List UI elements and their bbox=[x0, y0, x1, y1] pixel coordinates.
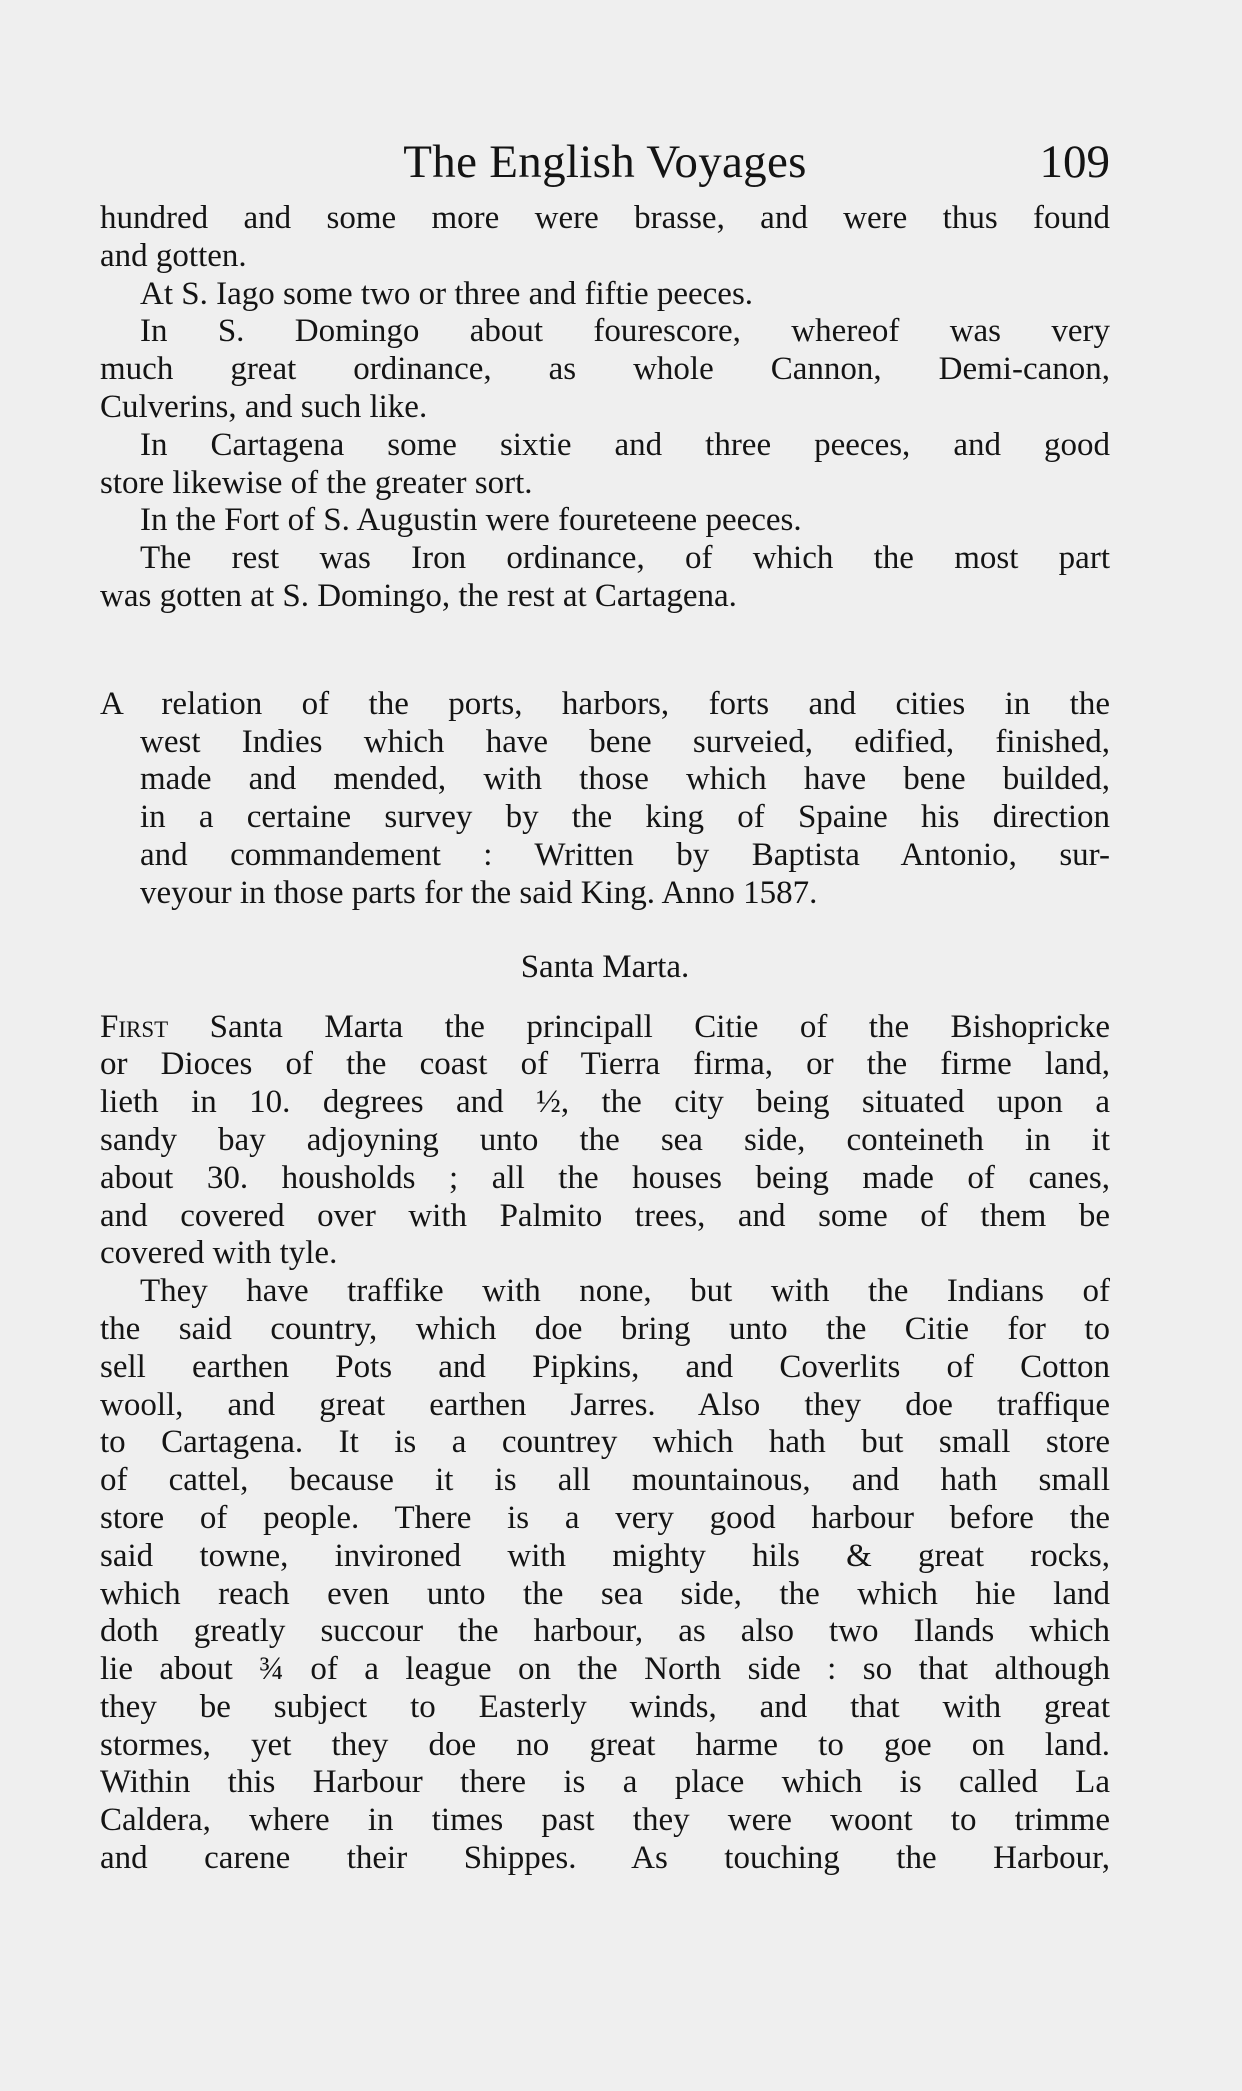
paragraph-santa-marta-intro bbox=[100, 1009, 1110, 1274]
text-line: store of people. There is a very good harbour before the bbox=[100, 1499, 1110, 1536]
text-line: In the Fort of S. Augustin were foureteene peeces. bbox=[140, 502, 802, 539]
text-line: which reach even unto the sea side, the which hie land bbox=[100, 1575, 1110, 1612]
paragraph-augustin bbox=[100, 502, 1110, 540]
small-caps-opening-word: First bbox=[100, 1008, 169, 1045]
text-line: hundred and some more were brasse, and were thus found bbox=[100, 200, 1110, 236]
text-line: and commandement : Written by Baptista Antonio, sur- bbox=[140, 836, 1110, 873]
text-line: they be subject to Easterly winds, and that with great bbox=[100, 1688, 1110, 1725]
relation-title-block bbox=[100, 686, 1110, 913]
book-page bbox=[100, 130, 1110, 1878]
text-line: In Cartagena some sixtie and three peeces, and good bbox=[140, 426, 1110, 463]
text-line: At S. Iago some two or three and fiftie peeces. bbox=[140, 275, 754, 312]
text-line: lieth in 10. degrees and ½, the city being situated upon a bbox=[100, 1084, 1110, 1121]
text-line-rest: Santa Marta the principall Citie of the Bishopricke bbox=[168, 1008, 1110, 1045]
text-line: sell earthen Pots and Pipkins, and Coverlits of Cotton bbox=[100, 1348, 1110, 1385]
text-line: A relation of the ports, harbors, forts and cities in the bbox=[100, 685, 1110, 722]
text-line: said towne, invironed with mighty hils & great rocks, bbox=[100, 1537, 1110, 1574]
text-line: sandy bay adjoyning unto the sea side, conteineth in it bbox=[100, 1121, 1110, 1158]
paragraph-iron-ordinance bbox=[100, 540, 1110, 616]
text-line: stormes, yet they doe no great harme to goe on land. bbox=[100, 1726, 1110, 1763]
text-line: to Cartagena. It is a countrey which hath but small store bbox=[100, 1424, 1110, 1461]
text-line: covered with tyle. bbox=[100, 1235, 338, 1272]
text-line: and gotten. bbox=[100, 237, 247, 274]
text-line: Caldera, where in times past they were woont to trimme bbox=[100, 1802, 1110, 1839]
paragraph-santiago bbox=[100, 276, 1110, 314]
text-line: In S. Domingo about fourescore, whereof was very bbox=[140, 313, 1110, 350]
text-line: They have traffike with none, but with the Indians of bbox=[140, 1273, 1110, 1310]
text-line: of cattel, because it is all mountainous, and hath small bbox=[100, 1462, 1110, 1499]
text-line: veyour in those parts for the said King. Anno 1587. bbox=[140, 874, 818, 911]
text-line: or Dioces of the coast of Tierra firma, or the firme land, bbox=[100, 1046, 1110, 1083]
text-line: and covered over with Palmito trees, and some of them be bbox=[100, 1197, 1110, 1234]
text-line: was gotten at S. Domingo, the rest at Cartagena. bbox=[100, 577, 737, 614]
text-line: about 30. housholds ; all the houses being made of canes, bbox=[100, 1159, 1110, 1196]
text-line: doth greatly succour the harbour, as also two Ilands which bbox=[100, 1613, 1110, 1650]
text-line: lie about ¾ of a league on the North side : so that although bbox=[100, 1651, 1110, 1688]
text-line: Within this Harbour there is a place which is called La bbox=[100, 1764, 1110, 1801]
section-gap bbox=[100, 616, 1110, 686]
section-heading: Santa Marta. bbox=[520, 948, 690, 985]
text-line: The rest was Iron ordinance, of which the most part bbox=[140, 540, 1110, 577]
paragraph-santa-marta-traffike bbox=[100, 1273, 1110, 1878]
page-number: 109 bbox=[1039, 136, 1110, 188]
paragraph-cartagena bbox=[100, 427, 1110, 503]
text-line: Culverins, and such like. bbox=[100, 388, 428, 425]
page-header bbox=[100, 130, 1110, 194]
text-line: the said country, which doe bring unto the Citie for to bbox=[100, 1310, 1110, 1347]
text-line: west Indies which have bene surveied, edified, finished, bbox=[140, 723, 1110, 760]
text-line: store likewise of the greater sort. bbox=[100, 464, 533, 501]
text-line: in a certaine survey by the king of Spaine his direction bbox=[140, 799, 1110, 836]
text-line: much great ordinance, as whole Cannon, Demi-canon, bbox=[100, 351, 1110, 388]
text-line: wooll, and great earthen Jarres. Also they doe traffique bbox=[100, 1386, 1110, 1423]
text-line: and carene their Shippes. As touching the Harbour, bbox=[100, 1840, 1110, 1877]
paragraph-santo-domingo bbox=[100, 313, 1110, 426]
text-line bbox=[100, 1009, 1110, 1047]
text-line: made and mended, with those which have bene builded, bbox=[140, 761, 1110, 798]
running-title: The English Voyages bbox=[403, 136, 807, 188]
paragraph-ordinance-continued bbox=[100, 200, 1110, 276]
